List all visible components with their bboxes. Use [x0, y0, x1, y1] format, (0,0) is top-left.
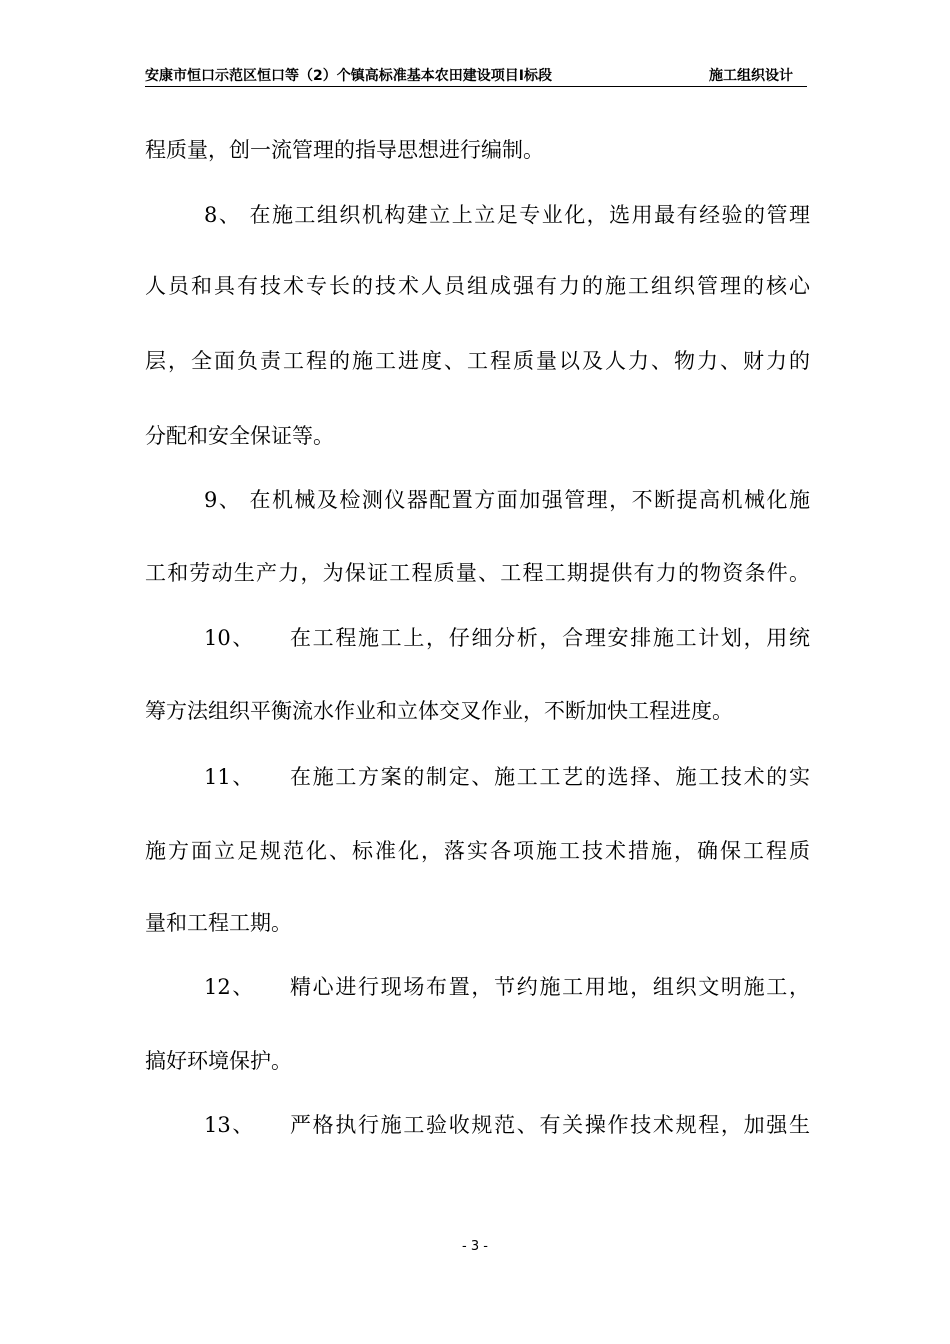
page-number: - 3 -	[462, 1239, 488, 1254]
body-line: 搞好环境保护。	[145, 1049, 292, 1073]
body-line: 施方面立足规范化、标准化，落实各项施工技术措施，确保工程质	[145, 839, 810, 863]
body-line: 10、 在工程施工上，仔细分析，合理安排施工计划，用统	[204, 626, 810, 650]
body-line: 11、 在施工方案的制定、施工工艺的选择、施工技术的实	[204, 765, 810, 789]
body-line: 12、 精心进行现场布置，节约施工用地，组织文明施工，	[204, 975, 810, 999]
body-line: 程质量，创一流管理的指导思想进行编制。	[145, 138, 544, 162]
header-document-type: 施工组织设计	[709, 68, 793, 84]
body-line: 分配和安全保证等。	[145, 424, 334, 448]
body-line: 层，全面负责工程的施工进度、工程质量以及人力、物力、财力的	[145, 349, 810, 373]
page-header	[145, 66, 807, 87]
header-project-title: 安康市恒口示范区恒口等（2）个镇高标准基本农田建设项目Ⅰ标段	[145, 68, 552, 84]
body-line: 13、 严格执行施工验收规范、有关操作技术规程，加强生	[204, 1113, 810, 1137]
body-line: 工和劳动生产力，为保证工程质量、工程工期提供有力的物资条件。	[145, 561, 810, 585]
body-line: 9、 在机械及检测仪器配置方面加强管理，不断提高机械化施	[204, 488, 810, 512]
body-line: 筹方法组织平衡流水作业和立体交叉作业，不断加快工程进度。	[145, 699, 733, 723]
body-line: 人员和具有技术专长的技术人员组成强有力的施工组织管理的核心	[145, 274, 810, 298]
body-line: 量和工程工期。	[145, 911, 292, 935]
body-line: 8、 在施工组织机构建立上立足专业化，选用最有经验的管理	[204, 203, 810, 227]
